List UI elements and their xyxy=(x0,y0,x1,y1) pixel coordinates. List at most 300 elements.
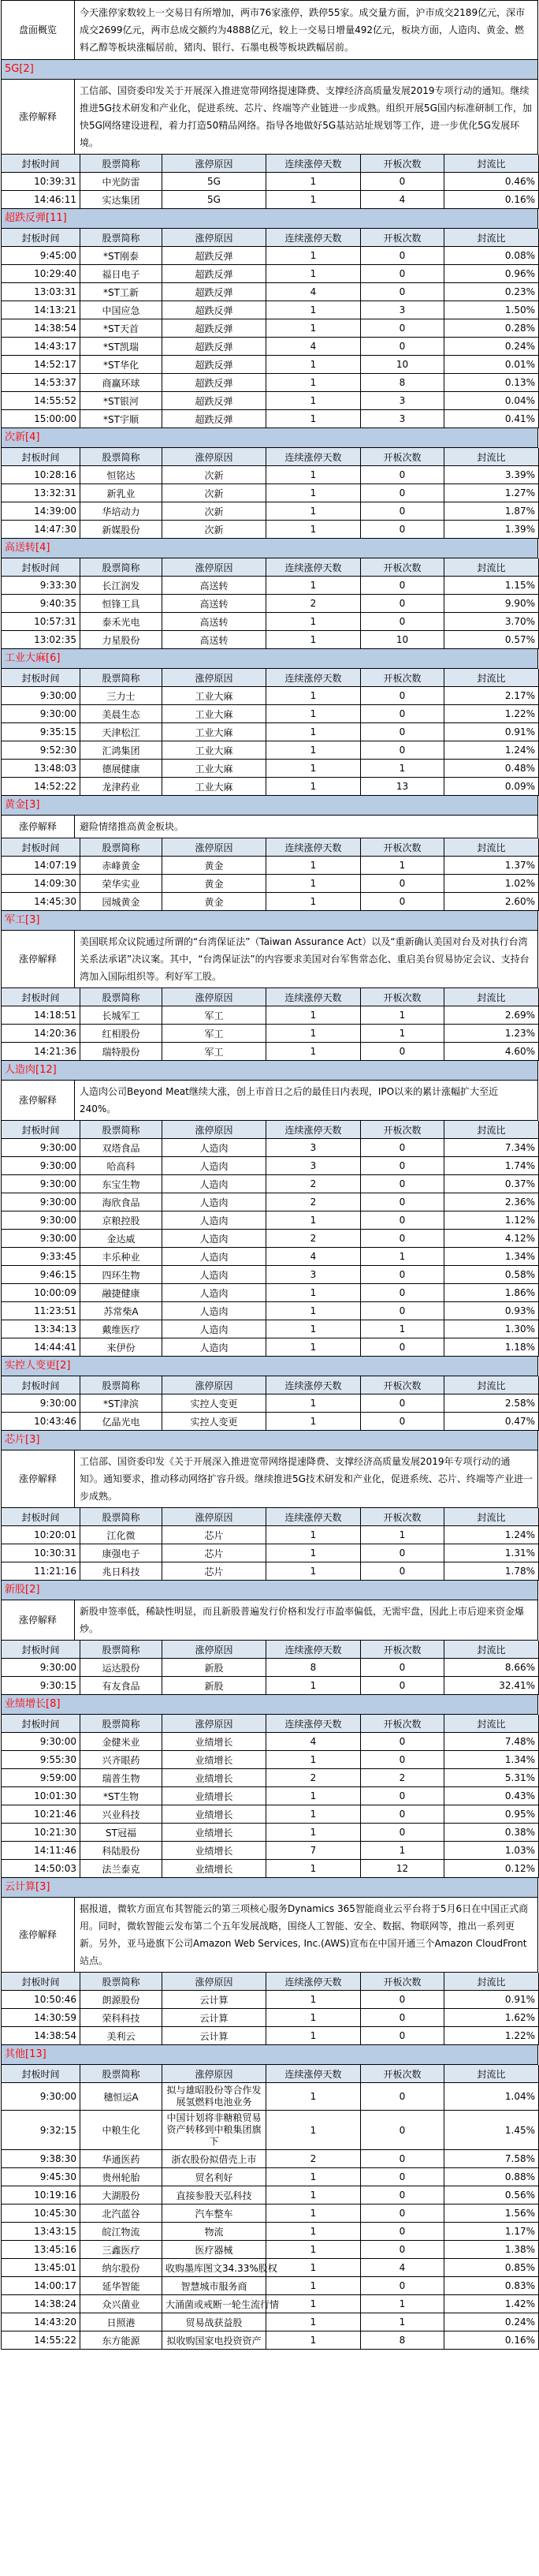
cell-name[interactable]: 海欣食品 xyxy=(80,1193,162,1211)
cell-rate: 1.42% xyxy=(444,2295,539,2313)
table-row[interactable] xyxy=(2,2223,539,2241)
column-header-reason[interactable]: 涨停原因 xyxy=(162,448,266,466)
column-header-days[interactable]: 连续涨停天数 xyxy=(266,1641,361,1659)
table-row[interactable] xyxy=(2,356,539,374)
column-header-time[interactable]: 封板时间 xyxy=(2,558,80,577)
cell-name[interactable]: 荣华实业 xyxy=(80,875,162,893)
column-header-rate[interactable]: 封流比 xyxy=(444,2065,539,2083)
sector-title[interactable]: 工业大麻[6] xyxy=(1,649,538,669)
cell-name[interactable]: 中光防雷 xyxy=(80,173,162,191)
table-row[interactable] xyxy=(2,2150,539,2168)
cell-name[interactable]: 朗源股份 xyxy=(80,1991,162,2009)
column-header-days[interactable]: 连续涨停天数 xyxy=(266,838,361,857)
column-header-reason[interactable]: 涨停原因 xyxy=(162,1508,266,1526)
cell-name[interactable]: *ST刚泰 xyxy=(80,247,162,265)
column-header-rate[interactable]: 封流比 xyxy=(444,558,539,577)
table-row[interactable] xyxy=(2,2295,539,2313)
column-header-name[interactable]: 股票简称 xyxy=(80,1508,162,1526)
cell-name[interactable]: *ST天首 xyxy=(80,319,162,338)
cell-days: 1 xyxy=(266,2083,361,2111)
table-row[interactable] xyxy=(2,760,539,778)
cell-name[interactable]: 穗恒运A xyxy=(80,2083,162,2111)
cell-reason: 高送转 xyxy=(162,613,266,631)
column-header-opens[interactable]: 开板次数 xyxy=(361,669,444,687)
column-header-name[interactable]: 股票简称 xyxy=(80,988,162,1006)
column-header-opens[interactable]: 开板次数 xyxy=(361,155,444,173)
cell-name[interactable]: *ST银河 xyxy=(80,392,162,410)
column-header-name[interactable]: 股票简称 xyxy=(80,1715,162,1733)
column-header-time[interactable]: 封板时间 xyxy=(2,838,80,857)
cell-name[interactable]: 长江润发 xyxy=(80,577,162,595)
table-row[interactable] xyxy=(2,2186,539,2205)
cell-name[interactable]: 皖江物流 xyxy=(80,2223,162,2241)
table-row[interactable] xyxy=(2,1006,539,1025)
cell-name[interactable]: 北汽蓝谷 xyxy=(80,2205,162,2223)
table-row[interactable] xyxy=(2,410,539,428)
table-row[interactable] xyxy=(2,577,539,595)
cell-name[interactable]: 荣科科技 xyxy=(80,2009,162,2027)
cell-name[interactable]: 华通医药 xyxy=(80,2150,162,2168)
table-row[interactable] xyxy=(2,2241,539,2259)
cell-name[interactable]: 赤峰黄金 xyxy=(80,857,162,875)
table-row[interactable] xyxy=(2,875,539,893)
column-header-reason[interactable]: 涨停原因 xyxy=(162,838,266,857)
cell-name[interactable]: 来伊份 xyxy=(80,1338,162,1357)
cell-days: 1 xyxy=(266,1787,361,1805)
table-row[interactable] xyxy=(2,1733,539,1751)
column-header-name[interactable]: 股票简称 xyxy=(80,1121,162,1139)
sector-title[interactable]: 实控人变更[2] xyxy=(1,1357,538,1376)
cell-name[interactable]: 贵州轮胎 xyxy=(80,2168,162,2186)
table-row[interactable] xyxy=(2,2259,539,2277)
cell-opens: 0 xyxy=(361,338,444,356)
cell-days: 1 xyxy=(266,778,361,796)
table-row[interactable] xyxy=(2,2313,539,2331)
table-row[interactable] xyxy=(2,778,539,796)
sector-title[interactable]: 其他[13] xyxy=(1,2045,538,2065)
table-row[interactable] xyxy=(2,1842,539,1860)
cell-name[interactable]: 园城黄金 xyxy=(80,893,162,911)
cell-name[interactable]: 三鑫医疗 xyxy=(80,2241,162,2259)
cell-opens: 0 xyxy=(361,247,444,265)
column-header-days[interactable]: 连续涨停天数 xyxy=(266,1508,361,1526)
column-header-time[interactable]: 封板时间 xyxy=(2,1641,80,1659)
sector-title[interactable]: 人造肉[12] xyxy=(1,1061,538,1081)
column-header-name[interactable]: 股票简称 xyxy=(80,838,162,857)
table-row[interactable] xyxy=(2,301,539,319)
cell-opens: 0 xyxy=(361,577,444,595)
column-header-days[interactable]: 连续涨停天数 xyxy=(266,988,361,1006)
table-row[interactable] xyxy=(2,1211,539,1230)
cell-name[interactable]: 双塔食品 xyxy=(80,1139,162,1157)
cell-rate: 0.96% xyxy=(444,265,539,283)
cell-name[interactable]: 运达股份 xyxy=(80,1659,162,1677)
table-row[interactable] xyxy=(2,705,539,723)
cell-rate: 1.24% xyxy=(444,1526,539,1544)
column-header-time[interactable]: 封板时间 xyxy=(2,1508,80,1526)
table-row[interactable] xyxy=(2,392,539,410)
column-header-days[interactable]: 连续涨停天数 xyxy=(266,1973,361,1991)
column-header-days[interactable]: 连续涨停天数 xyxy=(266,1376,361,1394)
table-row[interactable] xyxy=(2,1139,539,1157)
column-header-rate[interactable]: 封流比 xyxy=(444,1973,539,1991)
table-row[interactable] xyxy=(2,1769,539,1787)
table-row[interactable] xyxy=(2,1193,539,1211)
cell-name[interactable]: *ST津滨 xyxy=(80,1394,162,1413)
column-header-name[interactable]: 股票简称 xyxy=(80,1641,162,1659)
column-header-opens[interactable]: 开板次数 xyxy=(361,1973,444,1991)
table-row[interactable] xyxy=(2,283,539,301)
cell-rate: 0.91% xyxy=(444,723,539,741)
cell-rate: 0.91% xyxy=(444,1991,539,2009)
sector-title[interactable]: 5G[2] xyxy=(1,60,538,80)
column-header-days[interactable]: 连续涨停天数 xyxy=(266,155,361,173)
cell-name[interactable]: 中国应急 xyxy=(80,301,162,319)
table-row[interactable] xyxy=(2,1175,539,1193)
column-header-rate[interactable]: 封流比 xyxy=(444,1641,539,1659)
cell-time: 9:30:00 xyxy=(2,705,80,723)
cell-name[interactable]: 新乳业 xyxy=(80,484,162,502)
table-row[interactable] xyxy=(2,741,539,760)
column-header-opens[interactable]: 开板次数 xyxy=(361,1508,444,1526)
table-row[interactable] xyxy=(2,687,539,705)
column-header-name[interactable]: 股票简称 xyxy=(80,669,162,687)
table-row[interactable] xyxy=(2,173,539,191)
column-header-time[interactable]: 封板时间 xyxy=(2,1121,80,1139)
cell-reason: 次新 xyxy=(162,521,266,539)
cell-name[interactable]: *ST华化 xyxy=(80,356,162,374)
table-row[interactable] xyxy=(2,374,539,392)
table-row[interactable] xyxy=(2,613,539,631)
sector-title[interactable]: 超跌反弹[11] xyxy=(1,209,538,229)
column-header-name[interactable]: 股票简称 xyxy=(80,448,162,466)
column-header-days[interactable]: 连续涨停天数 xyxy=(266,669,361,687)
cell-name[interactable]: 融捷健康 xyxy=(80,1284,162,1302)
column-header-days[interactable]: 连续涨停天数 xyxy=(266,558,361,577)
cell-name[interactable]: 亿晶光电 xyxy=(80,1413,162,1431)
cell-name[interactable]: 实达集团 xyxy=(80,191,162,209)
column-header-rate[interactable]: 封流比 xyxy=(444,1121,539,1139)
table-row[interactable] xyxy=(2,723,539,741)
table-row[interactable] xyxy=(2,1544,539,1562)
table-row[interactable] xyxy=(2,2111,539,2150)
column-header-time[interactable]: 封板时间 xyxy=(2,2065,80,2083)
cell-name[interactable]: 东方能源 xyxy=(80,2331,162,2350)
cell-name[interactable]: 日照港 xyxy=(80,2313,162,2331)
sector-title[interactable]: 云计算[3] xyxy=(1,1878,538,1898)
column-header-opens[interactable]: 开板次数 xyxy=(361,1121,444,1139)
cell-days: 1 xyxy=(266,265,361,283)
cell-days: 1 xyxy=(266,2277,361,2295)
cell-name[interactable]: ST冠福 xyxy=(80,1824,162,1842)
column-header-days[interactable]: 连续涨停天数 xyxy=(266,229,361,247)
column-header-rate[interactable]: 封流比 xyxy=(444,1376,539,1394)
table-row[interactable] xyxy=(2,1751,539,1769)
column-header-time[interactable]: 封板时间 xyxy=(2,155,80,173)
cell-opens: 0 xyxy=(361,1562,444,1581)
table-row[interactable] xyxy=(2,1025,539,1043)
column-header-reason[interactable]: 涨停原因 xyxy=(162,229,266,247)
cell-opens: 10 xyxy=(361,356,444,374)
cell-name[interactable]: 金健米业 xyxy=(80,1733,162,1751)
column-header-reason[interactable]: 涨停原因 xyxy=(162,1973,266,1991)
column-header-opens[interactable]: 开板次数 xyxy=(361,558,444,577)
column-header-days[interactable]: 连续涨停天数 xyxy=(266,1121,361,1139)
column-header-rate[interactable]: 封流比 xyxy=(444,1715,539,1733)
cell-name[interactable]: 兴齐眼药 xyxy=(80,1751,162,1769)
column-header-opens[interactable]: 开板次数 xyxy=(361,1641,444,1659)
cell-name[interactable]: 法兰泰克 xyxy=(80,1860,162,1878)
cell-name[interactable]: 戴维医疗 xyxy=(80,1320,162,1338)
table-row[interactable] xyxy=(2,1787,539,1805)
column-header-rate[interactable]: 封流比 xyxy=(444,838,539,857)
cell-opens: 0 xyxy=(361,741,444,760)
column-header-time[interactable]: 封板时间 xyxy=(2,1973,80,1991)
column-header-rate[interactable]: 封流比 xyxy=(444,988,539,1006)
cell-reason: 直接参股天弘科技 xyxy=(162,2186,266,2205)
cell-name[interactable]: 兆日科技 xyxy=(80,1562,162,1581)
cell-name[interactable]: 有友食品 xyxy=(80,1677,162,1695)
cell-name[interactable]: 新媒股份 xyxy=(80,521,162,539)
table-row[interactable] xyxy=(2,1526,539,1544)
table-row[interactable] xyxy=(2,521,539,539)
column-header-rate[interactable]: 封流比 xyxy=(444,448,539,466)
cell-rate: 1.03% xyxy=(444,1842,539,1860)
cell-name[interactable]: 康强电子 xyxy=(80,1544,162,1562)
cell-name[interactable]: 红相股份 xyxy=(80,1025,162,1043)
column-header-opens[interactable]: 开板次数 xyxy=(361,2065,444,2083)
cell-time: 14:44:41 xyxy=(2,1338,80,1357)
table-row[interactable] xyxy=(2,595,539,613)
cell-opens: 0 xyxy=(361,1991,444,2009)
table-row[interactable] xyxy=(2,1805,539,1824)
cell-name[interactable]: 兴业科技 xyxy=(80,1805,162,1824)
table-row[interactable] xyxy=(2,1824,539,1842)
sector-title[interactable]: 新股[2] xyxy=(1,1581,538,1600)
explanation-text: 美国联邦众议院通过所谓的“台湾保证法”（Taiwan Assurance Act）以及“重新确认美国对台及对执行台湾关系法承诺”决议案。其中，“台湾保证法”的内容要求美国对台军售常态化、重启美台贸易协定会议、支持台湾加入国际组织等。利好军工股。 xyxy=(75,931,538,988)
cell-time: 10:39:31 xyxy=(2,173,80,191)
cell-name[interactable]: 恒锋工具 xyxy=(80,595,162,613)
cell-name[interactable]: 大湖股份 xyxy=(80,2186,162,2205)
cell-reason: 人造肉 xyxy=(162,1211,266,1230)
column-header-days[interactable]: 连续涨停天数 xyxy=(266,2065,361,2083)
cell-reason: 工业大麻 xyxy=(162,778,266,796)
cell-name[interactable]: 商赢环球 xyxy=(80,374,162,392)
cell-name[interactable]: 纳尔股份 xyxy=(80,2259,162,2277)
column-header-days[interactable]: 连续涨停天数 xyxy=(266,448,361,466)
cell-rate: 1.34% xyxy=(444,1751,539,1769)
table-row[interactable] xyxy=(2,1248,539,1266)
cell-rate: 1.37% xyxy=(444,857,539,875)
cell-name[interactable]: *ST工新 xyxy=(80,283,162,301)
column-header-reason[interactable]: 涨停原因 xyxy=(162,558,266,577)
table-row[interactable] xyxy=(2,631,539,649)
cell-name[interactable]: 泰禾光电 xyxy=(80,613,162,631)
table-row[interactable] xyxy=(2,857,539,875)
cell-name[interactable]: 力星股份 xyxy=(80,631,162,649)
cell-name[interactable]: 汇鸿集团 xyxy=(80,741,162,760)
column-header-opens[interactable]: 开板次数 xyxy=(361,1376,444,1394)
table-row[interactable] xyxy=(2,1043,539,1061)
explanation-label: 涨停解释 xyxy=(2,1600,75,1641)
column-header-rate[interactable]: 封流比 xyxy=(444,669,539,687)
table-row[interactable] xyxy=(2,1677,539,1695)
cell-time: 10:19:16 xyxy=(2,2186,80,2205)
explanation-label: 涨停解释 xyxy=(2,816,75,838)
cell-opens: 1 xyxy=(361,1006,444,1025)
cell-opens: 0 xyxy=(361,2009,444,2027)
column-header-opens[interactable]: 开板次数 xyxy=(361,838,444,857)
cell-name[interactable]: 长城军工 xyxy=(80,1006,162,1025)
cell-name[interactable]: 三力士 xyxy=(80,687,162,705)
cell-days: 1 xyxy=(266,577,361,595)
cell-name[interactable]: 瑞普生物 xyxy=(80,1769,162,1787)
column-header-rate[interactable]: 封流比 xyxy=(444,155,539,173)
table-row[interactable] xyxy=(2,1562,539,1581)
cell-opens: 0 xyxy=(361,1394,444,1413)
column-header-time[interactable]: 封板时间 xyxy=(2,669,80,687)
cell-name[interactable]: 四环生物 xyxy=(80,1266,162,1284)
cell-name[interactable]: 东宝生物 xyxy=(80,1175,162,1193)
table-row[interactable] xyxy=(2,466,539,484)
cell-reason: 业绩增长 xyxy=(162,1805,266,1824)
table-row[interactable] xyxy=(2,2168,539,2186)
cell-name[interactable]: 恒铭达 xyxy=(80,466,162,484)
column-header-reason[interactable]: 涨停原因 xyxy=(162,2065,266,2083)
cell-name[interactable]: *ST宇顺 xyxy=(80,410,162,428)
overview-text: 今天涨停家数较上一交易日有所增加，两市76家涨停，跌停55家。成交量方面，沪市成交2189亿元，深市成交2699亿元，两市总成交额约为4888亿元，较上一交易日增量492亿元，板块方面，人造肉、黄金、燃料乙醇等板块涨幅居前，猪肉、银行、石墨电极等板块跌幅居前。 xyxy=(75,1,538,60)
column-header-rate[interactable]: 封流比 xyxy=(444,229,539,247)
sector-title[interactable]: 高送转[4] xyxy=(1,539,538,558)
column-header-name[interactable]: 股票简称 xyxy=(80,1973,162,1991)
cell-name[interactable]: 龙津药业 xyxy=(80,778,162,796)
cell-time: 14:53:37 xyxy=(2,374,80,392)
cell-name[interactable]: 中粮生化 xyxy=(80,2111,162,2150)
cell-name[interactable]: 丰乐种业 xyxy=(80,1248,162,1266)
sector-title[interactable]: 军工[3] xyxy=(1,911,538,931)
table-row[interactable] xyxy=(2,1230,539,1248)
cell-rate: 2.58% xyxy=(444,1394,539,1413)
column-header-reason[interactable]: 涨停原因 xyxy=(162,155,266,173)
table-row[interactable] xyxy=(2,1394,539,1413)
table-row[interactable] xyxy=(2,1991,539,2009)
table-row[interactable] xyxy=(2,1302,539,1320)
table-row[interactable] xyxy=(2,1320,539,1338)
column-header-time[interactable]: 封板时间 xyxy=(2,229,80,247)
table-row[interactable] xyxy=(2,247,539,265)
cell-name[interactable]: 华培动力 xyxy=(80,502,162,521)
cell-name[interactable]: *ST生物 xyxy=(80,1787,162,1805)
column-header-rate[interactable]: 封流比 xyxy=(444,1508,539,1526)
table-row[interactable] xyxy=(2,319,539,338)
sector-title[interactable]: 芯片[3] xyxy=(1,1431,538,1450)
table-row[interactable] xyxy=(2,2331,539,2350)
cell-days: 1 xyxy=(266,521,361,539)
cell-reason: 超跌反弹 xyxy=(162,301,266,319)
column-header-reason[interactable]: 涨停原因 xyxy=(162,1641,266,1659)
cell-name[interactable]: 江化微 xyxy=(80,1526,162,1544)
column-header-time[interactable]: 封板时间 xyxy=(2,1376,80,1394)
cell-name[interactable]: 瑞特股份 xyxy=(80,1043,162,1061)
table-row[interactable] xyxy=(2,1413,539,1431)
column-header-time[interactable]: 封板时间 xyxy=(2,448,80,466)
sector-title[interactable]: 黄金[3] xyxy=(1,796,538,816)
column-header-name[interactable]: 股票简称 xyxy=(80,1376,162,1394)
cell-name[interactable]: *ST凯瑞 xyxy=(80,338,162,356)
column-header-name[interactable]: 股票简称 xyxy=(80,155,162,173)
column-header-reason[interactable]: 涨停原因 xyxy=(162,1376,266,1394)
table-row[interactable] xyxy=(2,1338,539,1357)
table-row[interactable] xyxy=(2,2083,539,2111)
sector-title[interactable]: 业绩增长[8] xyxy=(1,1695,538,1715)
cell-reason: 人造肉 xyxy=(162,1139,266,1157)
cell-name[interactable]: 苏常柴A xyxy=(80,1302,162,1320)
column-header-name[interactable]: 股票简称 xyxy=(80,229,162,247)
table-row[interactable] xyxy=(2,2027,539,2045)
column-header-opens[interactable]: 开板次数 xyxy=(361,229,444,247)
table-row[interactable] xyxy=(2,1266,539,1284)
cell-rate: 0.41% xyxy=(444,410,539,428)
column-header-reason[interactable]: 涨停原因 xyxy=(162,669,266,687)
cell-rate: 0.23% xyxy=(444,283,539,301)
column-header-reason[interactable]: 涨停原因 xyxy=(162,1715,266,1733)
column-header-reason[interactable]: 涨停原因 xyxy=(162,988,266,1006)
table-row[interactable] xyxy=(2,1860,539,1878)
column-header-time[interactable]: 封板时间 xyxy=(2,1715,80,1733)
column-header-reason[interactable]: 涨停原因 xyxy=(162,1121,266,1139)
cell-name[interactable]: 福日电子 xyxy=(80,265,162,283)
cell-reason: 云计算 xyxy=(162,1991,266,2009)
cell-name[interactable]: 美晨生态 xyxy=(80,705,162,723)
cell-name[interactable]: 科陆股份 xyxy=(80,1842,162,1860)
column-header-opens[interactable]: 开板次数 xyxy=(361,448,444,466)
table-row[interactable] xyxy=(2,1284,539,1302)
table-row[interactable] xyxy=(2,1659,539,1677)
cell-rate: 2.69% xyxy=(444,1006,539,1025)
column-header-days[interactable]: 连续涨停天数 xyxy=(266,1715,361,1733)
table-row[interactable] xyxy=(2,2009,539,2027)
cell-days: 1 xyxy=(266,631,361,649)
cell-name[interactable]: 京粮控股 xyxy=(80,1211,162,1230)
cell-opens: 3 xyxy=(361,392,444,410)
cell-rate: 0.48% xyxy=(444,760,539,778)
column-header-name[interactable]: 股票简称 xyxy=(80,558,162,577)
column-header-opens[interactable]: 开板次数 xyxy=(361,988,444,1006)
cell-time: 9:46:15 xyxy=(2,1266,80,1284)
table-row[interactable] xyxy=(2,893,539,911)
table-row[interactable] xyxy=(2,2205,539,2223)
table-row[interactable] xyxy=(2,191,539,209)
cell-name[interactable]: 美利云 xyxy=(80,2027,162,2045)
cell-name[interactable]: 延华智能 xyxy=(80,2277,162,2295)
cell-name[interactable]: 德展健康 xyxy=(80,760,162,778)
cell-name[interactable]: 金达威 xyxy=(80,1230,162,1248)
column-header-name[interactable]: 股票简称 xyxy=(80,2065,162,2083)
table-row[interactable] xyxy=(2,502,539,521)
table-row[interactable] xyxy=(2,484,539,502)
table-row[interactable] xyxy=(2,338,539,356)
cell-time: 13:03:31 xyxy=(2,283,80,301)
cell-name[interactable]: 哈高科 xyxy=(80,1157,162,1175)
column-header-opens[interactable]: 开板次数 xyxy=(361,1715,444,1733)
cell-name[interactable]: 天津松江 xyxy=(80,723,162,741)
table-row[interactable] xyxy=(2,1157,539,1175)
table-row[interactable] xyxy=(2,265,539,283)
column-header-time[interactable]: 封板时间 xyxy=(2,988,80,1006)
table-row[interactable] xyxy=(2,2277,539,2295)
cell-name[interactable]: 众兴菌业 xyxy=(80,2295,162,2313)
sector-title[interactable]: 次新[4] xyxy=(1,428,538,448)
